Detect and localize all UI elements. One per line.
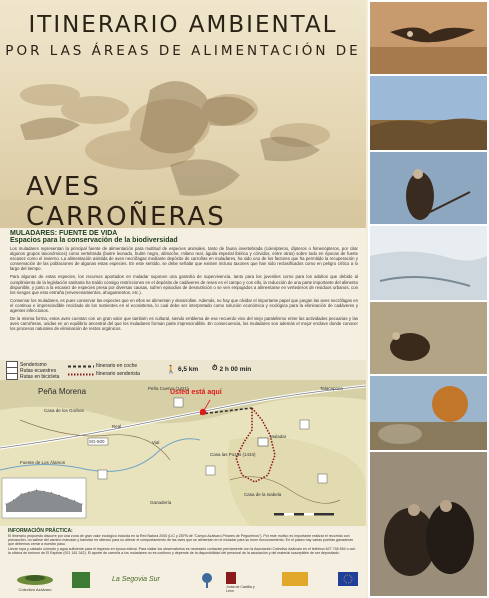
car-route-line-icon (68, 364, 94, 369)
info-paragraph-1: El itinerario propuesto discurre por una zona de gran valor ecológico incluida en la Red Natura 2000 (LIC y ZEPA de "Campo Azálvaro-Pinares de Peguerinos"). Por este motivo es importante realizar el recorrido con precaución, no salirse del camino marcado y transitar en silencio para no alterar el comportamiento de las aves que se alimentan en el muladar para su buen funcionamiento. En el paseo hay varias puertas ganaderas que debemos cerrar a nuestro paso. (8, 534, 353, 547)
legend-label: Rutas en bicicleta (20, 373, 60, 380)
snow-landscape-image (370, 226, 487, 300)
legend-bicicleta (6, 373, 59, 380)
info-title: INFORMACIÓN PRÁCTICA: (8, 528, 73, 534)
title-line-1: ITINERARIO AMBIENTAL (28, 12, 338, 38)
title-line-3: AVES CARROÑERAS (26, 172, 226, 228)
profile-point (44, 491, 45, 492)
paragraph-2: Para algunas de estas especies, los recursos aportados en muladar suponen una garantía de supervivencia, tanto para los juveniles como para los adultos que debido al cumplimiento de la legislación sanitaria ha traído consigo restricciones en el depósito de cadáveres de reses en el campo y con ello, la reducción de una parte importante del alimento disponible, y junto a la escasez de especies presa por diversas causas, sufren episodios de desnutrición o se ven empujados a alimentarse en vertederos de residuos urbanos, con los riesgos que esto entraña (envenenamientos, ahogamientos, etc.). (10, 274, 358, 295)
legend-label: Itinerario en coche (96, 363, 138, 369)
landscape-image (370, 76, 487, 150)
logo-tree (200, 572, 214, 589)
map-label-road-sg500: SG-500 (89, 439, 105, 444)
walking-route-line-icon (68, 372, 94, 377)
map-label-pena-cuervo: Peña Cuervo (1421) (148, 386, 189, 391)
profile-point (51, 492, 52, 493)
map-place-pena-morena: Peña Morena (38, 387, 87, 396)
main-text (0, 228, 366, 360)
you-are-here-label: Usted está aquí (170, 389, 222, 396)
profile-point (74, 500, 75, 501)
clock-icon: ⏱ (212, 365, 218, 372)
vulture-perched-image (370, 152, 487, 224)
photo-vulture-on-ground (370, 302, 487, 374)
legend-label: Itinerario senderista (96, 371, 140, 377)
info-paragraph-2: Llevar ropa y calzado cómodo y agua suficiente para el trayecto en época estival. Para visitar los observatorios es necesario contactar previamente con la Asociación Colectivo Azálvaro en el teléfono 627 746 694 o con la oficina de turismo de El Espinar (921 181 342). El aporte de carroña a los muladares no es continuo y depende de la disponibilidad del personal de la asociación y del material susceptible de ser depositado. (8, 546, 356, 555)
eu-flag-icon (338, 572, 358, 586)
profile-point (28, 492, 29, 493)
paragraph-1: Los muladares representan la principal fuente de alimentación para multitud de especies animales, tanto de fauna invertebrada (coleópteros, dípteros o himenópteros, por citar algunos grupos taxonómicos) como vertebrada (buitre leonado, buitre negro, alimoche, milano real, águila imperial ibérica y córvidos, entre otras) sobre todo en épocas de fuerte escasez como el invierno. La alimentación asistida de aves necrófagas mediante depósito de carroñas en muladares, ha sido uno de los factores que ha permitido la recuperación y conservación de las poblaciones de algunas estas especies. En este sentido, se debe señalar que existen incluso taxones que han sido reclasificados como en peligro crítico a lo largo del tiempo. (10, 246, 358, 272)
colectivo-azalvaro-logo-icon (15, 572, 55, 586)
logo-eu (338, 572, 358, 587)
route-map (0, 380, 366, 526)
vulture-flying-image (370, 2, 487, 74)
sponsor-logos (0, 568, 366, 598)
profile-point (82, 504, 83, 505)
photo-vulture-flying (370, 2, 487, 74)
practical-info (0, 526, 366, 568)
castilla-leon-shield-icon (226, 572, 236, 584)
tree-logo-icon (200, 572, 214, 588)
legend-distance (166, 365, 198, 374)
time-value: 2 h 00 min (219, 365, 252, 373)
paragraph-3: Conservar los muladares, es pues conservar las especies que en ellos se alimentan y desarrollan. Además, no hay que olvidar el importante papel que juegan las aves necrófagas en el continuo e imprescindible reciclado de los nutrientes en el ecosistema, lo cual debe ser interpretado como solución económica y ecológica para la eliminación de cadáveres y agentes infecciosos. (10, 297, 358, 314)
vulture-ground-image (370, 302, 487, 374)
paragraph-4: De la misma forma, estos aves cuentan con un gran valor que también es cultural, siendo emblema de ese recuerdo vivo del viejo paralelismo entre las actividades pecuarias y las aves carroñeras, unidas en un equilibrio ancestral del que los muladares forman parte imprescindible. En consecuencia, los muladares son además el mejor enclave donde conocer los procesos naturales de eliminación de restos orgánicos. (10, 316, 358, 332)
legend-senderista (68, 371, 140, 377)
photo-snow-landscape (370, 226, 487, 300)
legend-label: Rutas ecuestres (20, 367, 57, 374)
logo-colectivo-azalvaro (10, 572, 60, 592)
green-badge-icon (72, 572, 90, 588)
profile-point (13, 500, 14, 501)
photo-tree-rocks (370, 376, 487, 450)
map-label-casa-isabela: Casa de la Isabela (244, 492, 282, 497)
title-line-2: POR LAS ÁREAS DE ALIMENTACIÓN DE (5, 43, 361, 59)
profile-point (36, 490, 37, 491)
section-subtitle: Espacios para la conservación de la biodiversidad (10, 237, 178, 244)
map-label-ganaderia: Ganadería (150, 500, 172, 505)
profile-point (21, 494, 22, 495)
distance-value: 6,5 km (177, 366, 199, 373)
logo-agency (282, 572, 308, 587)
agency-logo-icon (282, 572, 308, 586)
profile-point (6, 504, 7, 505)
logo-junta (226, 572, 256, 593)
map-drawing (0, 380, 366, 526)
profile-point (59, 495, 60, 496)
logo-caption: Junta de Castilla y León (226, 585, 255, 593)
tree-rocks-image (370, 376, 487, 450)
map-label-talacapoca: Talacapoca (320, 386, 343, 391)
photo-black-vultures (370, 452, 487, 596)
map-label-real: Real (112, 424, 122, 429)
map-label-casa-pozas: Casa las Pozas (1434) (210, 452, 256, 457)
legend-coche (68, 363, 137, 369)
header-banner (0, 0, 366, 228)
photo-column (368, 0, 489, 598)
legend-label: Senderismo (20, 361, 47, 368)
map-label-vial: Vial (152, 440, 160, 445)
map-label-muladar: Muladar (270, 434, 287, 439)
photo-vulture-perched (370, 152, 487, 224)
bicycle-icon (6, 373, 18, 380)
profile-point (66, 498, 67, 499)
section-title: MULADARES: FUENTE DE VIDA (10, 230, 118, 237)
map-label-casa-gorbos: Casa de los Gorbos (44, 408, 84, 413)
legend-time (212, 365, 251, 373)
map-legend (0, 360, 366, 380)
black-vultures-image (370, 452, 487, 596)
photo-landscape (370, 76, 487, 150)
map-label-fuente-alamos: Fuente de Los Álamos (20, 460, 66, 465)
hiker-icon: 🚶 (166, 365, 176, 374)
logo-segovia-sur: La Segovia Sur (112, 576, 160, 583)
logo-caption: Colectivo Azálvaro (18, 587, 52, 592)
logo-green-badge (72, 572, 90, 589)
